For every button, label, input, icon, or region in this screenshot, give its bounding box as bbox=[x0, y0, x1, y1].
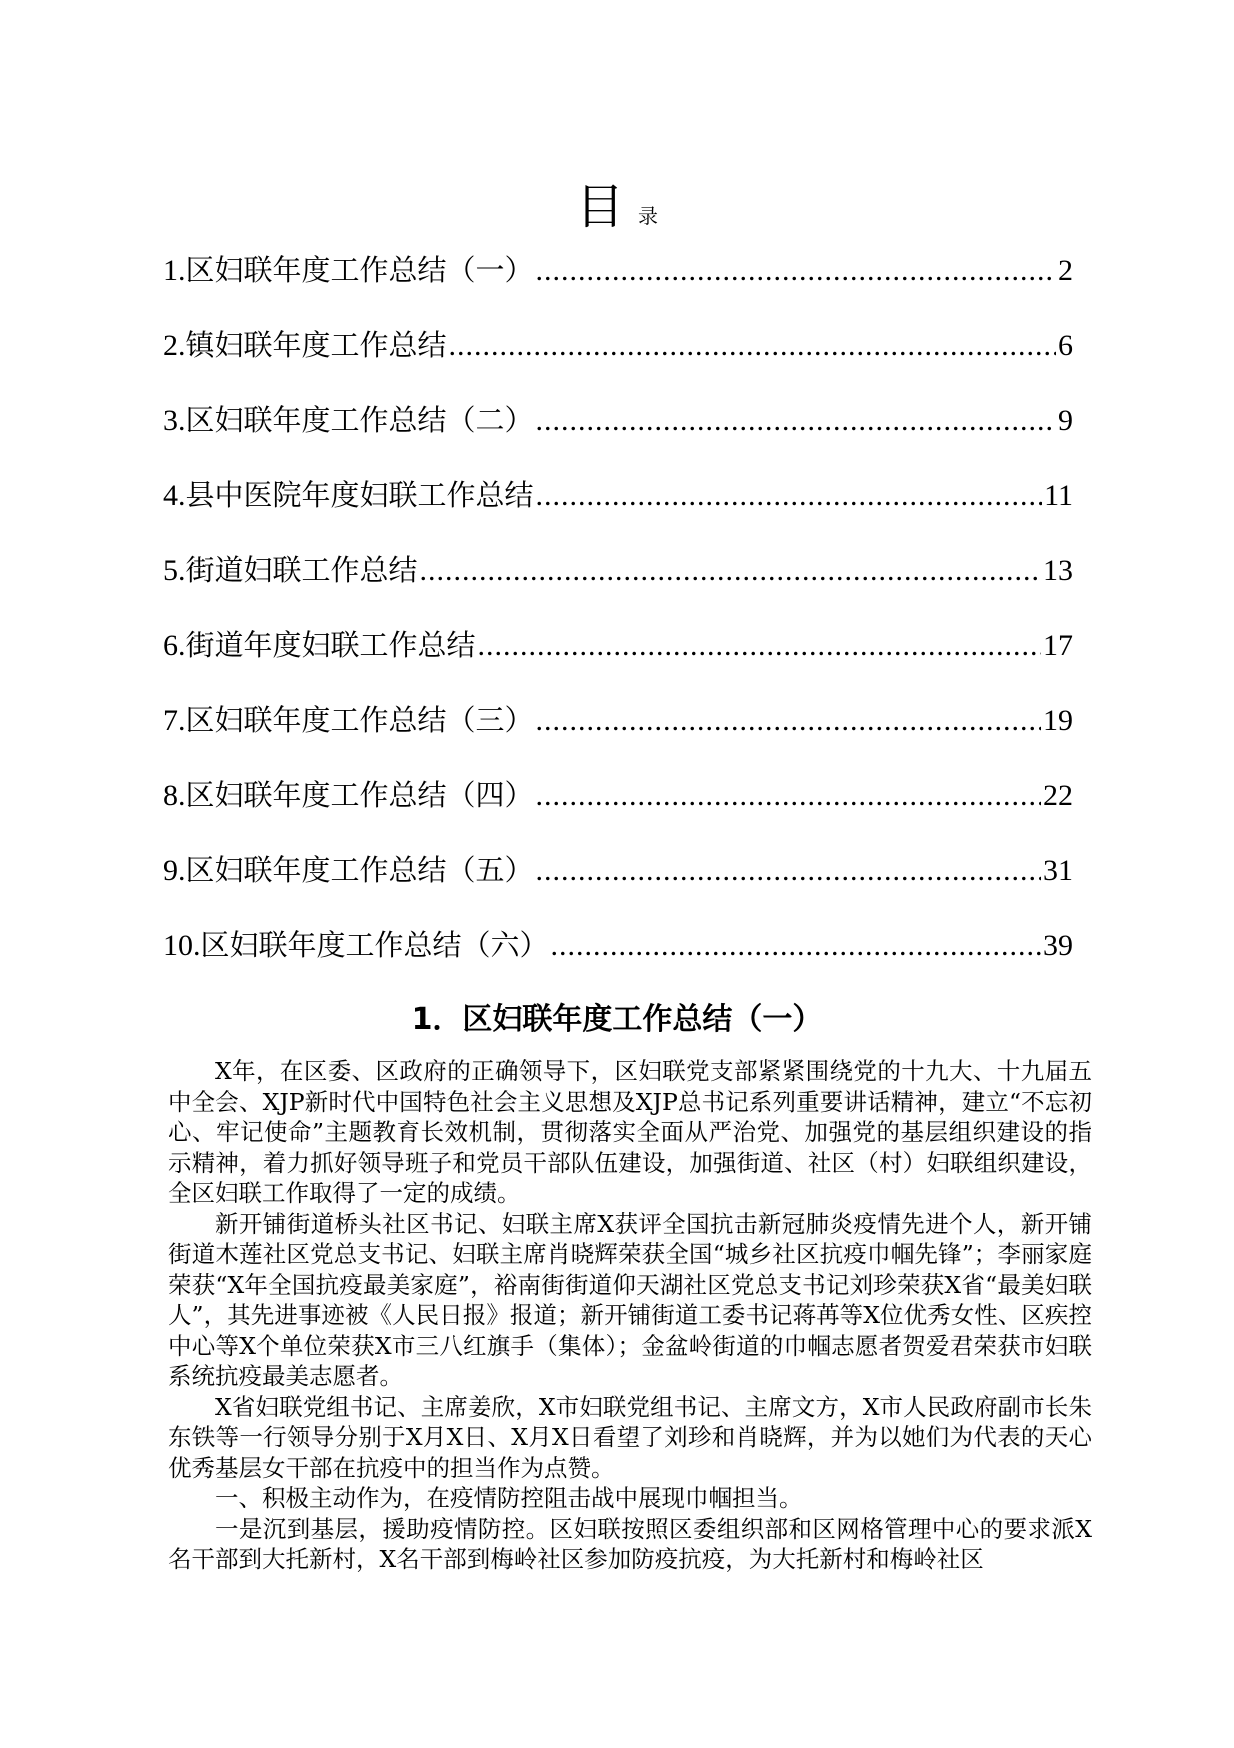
toc-leader-dots bbox=[478, 621, 1041, 671]
toc-entry-page: 19 bbox=[1043, 704, 1073, 737]
toc-entry-number: 2. bbox=[163, 329, 186, 362]
toc-entry-title: 区妇联年度工作总结（五） bbox=[185, 853, 534, 887]
toc-leader-dots bbox=[420, 546, 1041, 596]
toc-entry-page: 22 bbox=[1043, 779, 1073, 812]
toc-entry-title: 区妇联年度工作总结（三） bbox=[185, 703, 534, 737]
toc-entry-number: 10. bbox=[163, 929, 201, 962]
body-paragraph: X省妇联党组书记、主席姜欣，X市妇联党组书记、主席文方，X市人民政府副市长朱东铁等一行领导分别于X月X日、X月X日看望了刘珍和肖晓辉，并为以她们为代表的天心优秀基层女干部在抗疫中的担当作为点赞。 bbox=[168, 1392, 1092, 1482]
toc-leader-dots bbox=[536, 246, 1056, 296]
body-paragraph: 新开铺街道桥头社区书记、妇联主席X获评全国抗击新冠肺炎疫情先进个人，新开铺街道木莲社区党总支书记、妇联主席肖晓辉荣获全国“城乡社区抗疫巾帼先锋”；李丽家庭荣获“X年全国抗疫最美家庭”，裕南街街道仰天湖社区党总支书记刘珍荣获X省“最美妇联人”，其先进事迹被《人民日报》报道；新开铺街道工委书记蒋苒等X位优秀女性、区疾控中心等X个单位荣获X市三八红旗手（集体）；金盆岭街道的巾帼志愿者贺爱君荣获市妇联系统抗疫最美志愿者。 bbox=[168, 1209, 1092, 1390]
toc-entry[interactable] bbox=[163, 770, 1073, 845]
toc-entry-page: 11 bbox=[1044, 479, 1073, 512]
toc-entry-number: 6. bbox=[163, 629, 186, 662]
toc-entry-page: 2 bbox=[1058, 254, 1073, 287]
toc-leader-dots bbox=[536, 696, 1041, 746]
toc-entry-number: 3. bbox=[163, 404, 186, 437]
body-paragraph: 一、积极主动作为，在疫情防控阻击战中展现巾帼担当。 bbox=[215, 1484, 803, 1512]
toc-entry-number: 5. bbox=[163, 554, 186, 587]
toc-entry[interactable] bbox=[163, 545, 1073, 620]
toc-entry-number: 1. bbox=[163, 254, 186, 287]
toc-title-suffix: 录 bbox=[638, 204, 658, 228]
toc-entry[interactable] bbox=[163, 320, 1073, 395]
toc-entry-title: 区妇联年度工作总结（四） bbox=[185, 778, 534, 812]
table-of-contents bbox=[163, 245, 1073, 995]
body-paragraph: X年，在区委、区政府的正确领导下，区妇联党支部紧紧围绕党的十九大、十九届五中全会、XJP新时代中国特色社会主义思想及XJP总书记系列重要讲话精神，建立“不忘初心、牢记使命”主题教育长效机制，贯彻落实全面从严治党、加强党的基层组织建设的指示精神，着力抓好领导班子和党员干部队伍建设，加强街道、社区（村）妇联组织建设，全区妇联工作取得了一定的成绩。 bbox=[168, 1057, 1092, 1207]
toc-entry-page: 6 bbox=[1058, 329, 1073, 362]
toc-title bbox=[0, 168, 1234, 237]
toc-entry-number: 8. bbox=[163, 779, 186, 812]
toc-entry[interactable] bbox=[163, 245, 1073, 320]
toc-entry-page: 39 bbox=[1043, 929, 1073, 962]
toc-entry-page: 31 bbox=[1043, 854, 1073, 887]
toc-leader-dots bbox=[536, 396, 1056, 446]
toc-entry-title: 街道年度妇联工作总结 bbox=[185, 628, 476, 662]
toc-leader-dots bbox=[551, 921, 1041, 971]
toc-entry-title: 镇妇联年度工作总结 bbox=[185, 328, 447, 362]
toc-entry-title: 区妇联年度工作总结（六） bbox=[200, 928, 549, 962]
toc-entry[interactable] bbox=[163, 470, 1073, 545]
toc-entry-page: 17 bbox=[1043, 629, 1073, 662]
section-heading: 1．区妇联年度工作总结（一） bbox=[411, 1002, 823, 1037]
toc-leader-dots bbox=[449, 321, 1056, 371]
toc-entry[interactable] bbox=[163, 695, 1073, 770]
toc-entry[interactable] bbox=[163, 620, 1073, 695]
toc-entry[interactable] bbox=[163, 395, 1073, 470]
toc-leader-dots bbox=[536, 846, 1041, 896]
toc-entry-title: 区妇联年度工作总结（一） bbox=[185, 253, 534, 287]
toc-entry-title: 区妇联年度工作总结（二） bbox=[185, 403, 534, 437]
toc-entry-number: 7. bbox=[163, 704, 186, 737]
toc-entry[interactable] bbox=[163, 920, 1073, 995]
section-body bbox=[168, 1056, 1092, 1575]
toc-entry-title: 县中医院年度妇联工作总结 bbox=[185, 478, 534, 512]
toc-entry[interactable] bbox=[163, 845, 1073, 920]
toc-entry-page: 9 bbox=[1058, 404, 1073, 437]
toc-entry-number: 4. bbox=[163, 479, 186, 512]
toc-entry-title: 街道妇联工作总结 bbox=[185, 553, 418, 587]
toc-leader-dots bbox=[536, 471, 1043, 521]
toc-title-main: 目 bbox=[575, 179, 624, 235]
toc-leader-dots bbox=[536, 771, 1041, 821]
toc-entry-number: 9. bbox=[163, 854, 186, 887]
toc-entry-page: 13 bbox=[1043, 554, 1073, 587]
body-paragraph: 一是沉到基层，援助疫情防控。区妇联按照区委组织部和区网格管理中心的要求派X名干部到大托新村，X名干部到梅岭社区参加防疫抗疫，为大托新村和梅岭社区 bbox=[168, 1514, 1092, 1573]
